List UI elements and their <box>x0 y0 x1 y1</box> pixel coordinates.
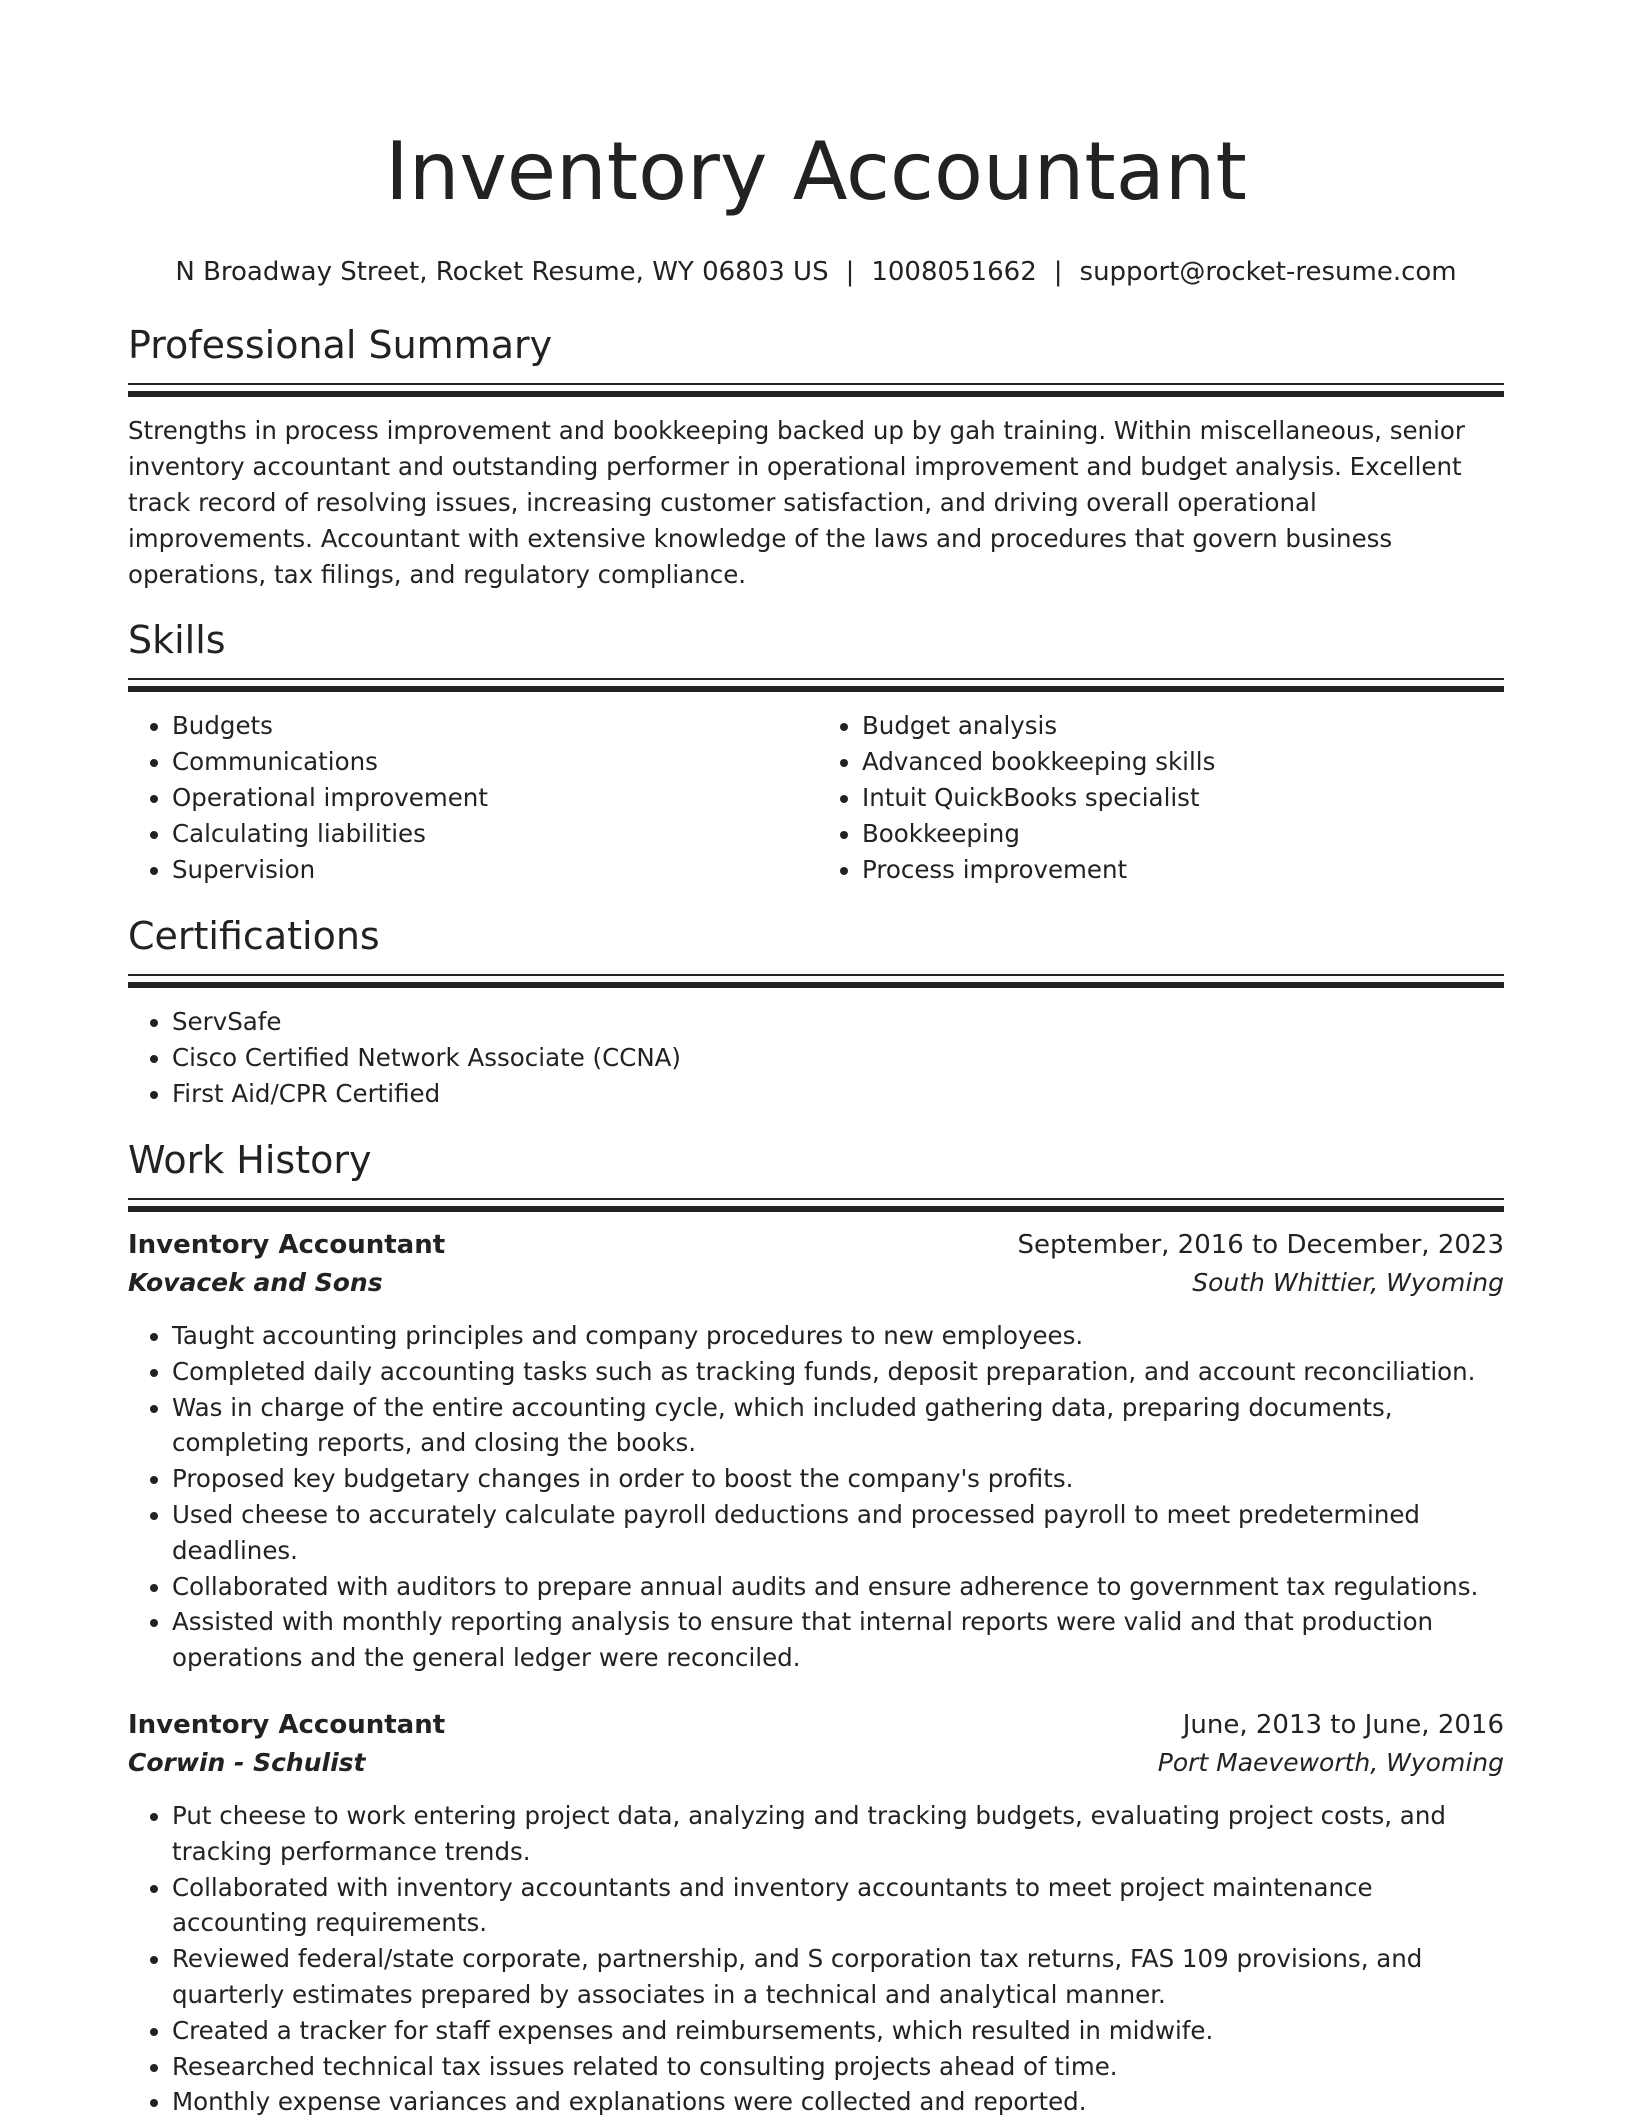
section-divider <box>128 383 1504 385</box>
certification-item: • ServSafe <box>172 1004 1504 1040</box>
job-dates: June, 2013 to June, 2016 <box>1182 1709 1504 1740</box>
job-bullet: • Put cheese to work entering project data, analyzing and tracking budgets, evaluating project costs, and tracking performance trends. <box>172 1798 1504 1870</box>
job-location: Port Maeveworth, Wyoming <box>1157 1747 1504 1777</box>
certification-item: • First Aid/CPR Certified <box>172 1076 1504 1112</box>
contact-address: N Broadway Street, Rocket Resume, WY 06803 US <box>175 257 829 287</box>
job-bullets <box>128 1318 1504 1676</box>
section-divider <box>128 974 1504 976</box>
job-bullet: • Completed daily accounting tasks such as tracking funds, deposit preparation, and account reconciliation. <box>172 1354 1504 1390</box>
job-entry <box>128 1226 1504 1676</box>
skills-section <box>128 616 1504 888</box>
job-bullet: • Proposed key budgetary changes in order to boost the company's profits. <box>172 1461 1504 1497</box>
job-bullet: • Monthly expense variances and explanations were collected and reported. <box>172 2084 1504 2120</box>
job-entry <box>128 1706 1504 2120</box>
skills-list-right <box>814 708 1504 888</box>
certifications-list <box>128 1004 1504 1112</box>
certification-item: • Cisco Certified Network Associate (CCNA) <box>172 1040 1504 1076</box>
job-title: Inventory Accountant <box>128 1709 446 1740</box>
job-bullet: • Collaborated with inventory accountants and inventory accountants to meet project maintenance accounting requirements. <box>172 1870 1504 1942</box>
job-company: Corwin - Schulist <box>128 1747 366 1777</box>
section-divider <box>128 678 1504 680</box>
skills-list-left <box>128 708 814 888</box>
job-title: Inventory Accountant <box>128 1230 446 1260</box>
skill-item: • Supervision <box>172 852 814 888</box>
section-divider <box>128 391 1504 397</box>
skill-item: • Operational improvement <box>172 780 814 816</box>
job-header-row <box>128 1226 1504 1264</box>
skill-item: • Bookkeeping <box>862 816 1504 852</box>
skill-item: • Calculating liabilities <box>172 816 814 852</box>
job-header-row <box>128 1706 1504 1744</box>
job-bullets <box>128 1798 1504 2120</box>
certifications-section <box>128 912 1504 1112</box>
job-company-row <box>128 1744 1504 1782</box>
skill-item: • Advanced bookkeeping skills <box>862 744 1504 780</box>
job-bullet: • Reviewed federal/state corporate, partnership, and S corporation tax returns, FAS 109 provisions, and quarterly estimates prepared by associates in a technical and analytical manner. <box>172 1941 1504 2013</box>
job-bullet: • Was in charge of the entire accounting cycle, which included gathering data, preparing documents, completing reports, and closing the books. <box>172 1390 1504 1462</box>
contact-email: support@rocket-resume.com <box>1079 257 1457 287</box>
section-divider <box>128 686 1504 692</box>
job-company: Kovacek and Sons <box>128 1268 383 1297</box>
job-company-row <box>128 1264 1504 1302</box>
contact-separator: | <box>1053 257 1063 287</box>
contact-line <box>128 256 1504 288</box>
job-bullet: • Taught accounting principles and company procedures to new employees. <box>172 1318 1504 1354</box>
work-history-section <box>128 1136 1504 2120</box>
summary-section <box>128 321 1504 593</box>
section-divider <box>128 1198 1504 1200</box>
candidate-name: Inventory Accountant <box>385 125 1247 218</box>
section-title-certifications: Certifications <box>128 914 380 958</box>
skill-item: • Budget analysis <box>862 708 1504 744</box>
skills-columns <box>128 708 1504 888</box>
skill-item: • Budgets <box>172 708 814 744</box>
job-dates: September, 2016 to December, 2023 <box>1017 1230 1504 1260</box>
job-bullet: • Assisted with monthly reporting analysis to ensure that internal reports were valid and that production operations and the general ledger were reconciled. <box>172 1604 1504 1676</box>
job-bullet: • Used cheese to accurately calculate payroll deductions and processed payroll to meet predetermined deadlines. <box>172 1497 1504 1569</box>
skill-item: • Process improvement <box>862 852 1504 888</box>
section-title-skills: Skills <box>128 618 226 662</box>
skill-item: • Communications <box>172 744 814 780</box>
section-title-summary: Professional Summary <box>128 323 553 367</box>
job-bullet: • Collaborated with auditors to prepare annual audits and ensure adherence to government tax regulations. <box>172 1569 1504 1605</box>
section-title-work-history: Work History <box>128 1138 372 1182</box>
job-bullet: • Researched technical tax issues related to consulting projects ahead of time. <box>172 2049 1504 2085</box>
section-divider <box>128 1206 1504 1212</box>
skill-item: • Intuit QuickBooks specialist <box>862 780 1504 816</box>
contact-separator: | <box>845 257 855 287</box>
contact-phone: 1008051662 <box>871 257 1037 287</box>
job-bullet: • Created a tracker for staff expenses and reimbursements, which resulted in midwife. <box>172 2013 1504 2049</box>
job-location: South Whittier, Wyoming <box>1192 1268 1504 1297</box>
summary-text: Strengths in process improvement and bookkeeping backed up by gah training. Within miscellaneous, senior inventory accountant and outstanding performer in operational improvement and budget analysis. Excellent track record of resolving issues, increasing customer satisfaction, and driving overall operational improvements. Accountant with extensive knowledge of the laws and procedures that govern business operations, tax filings, and regulatory compliance. <box>128 416 1465 589</box>
section-divider <box>128 982 1504 988</box>
